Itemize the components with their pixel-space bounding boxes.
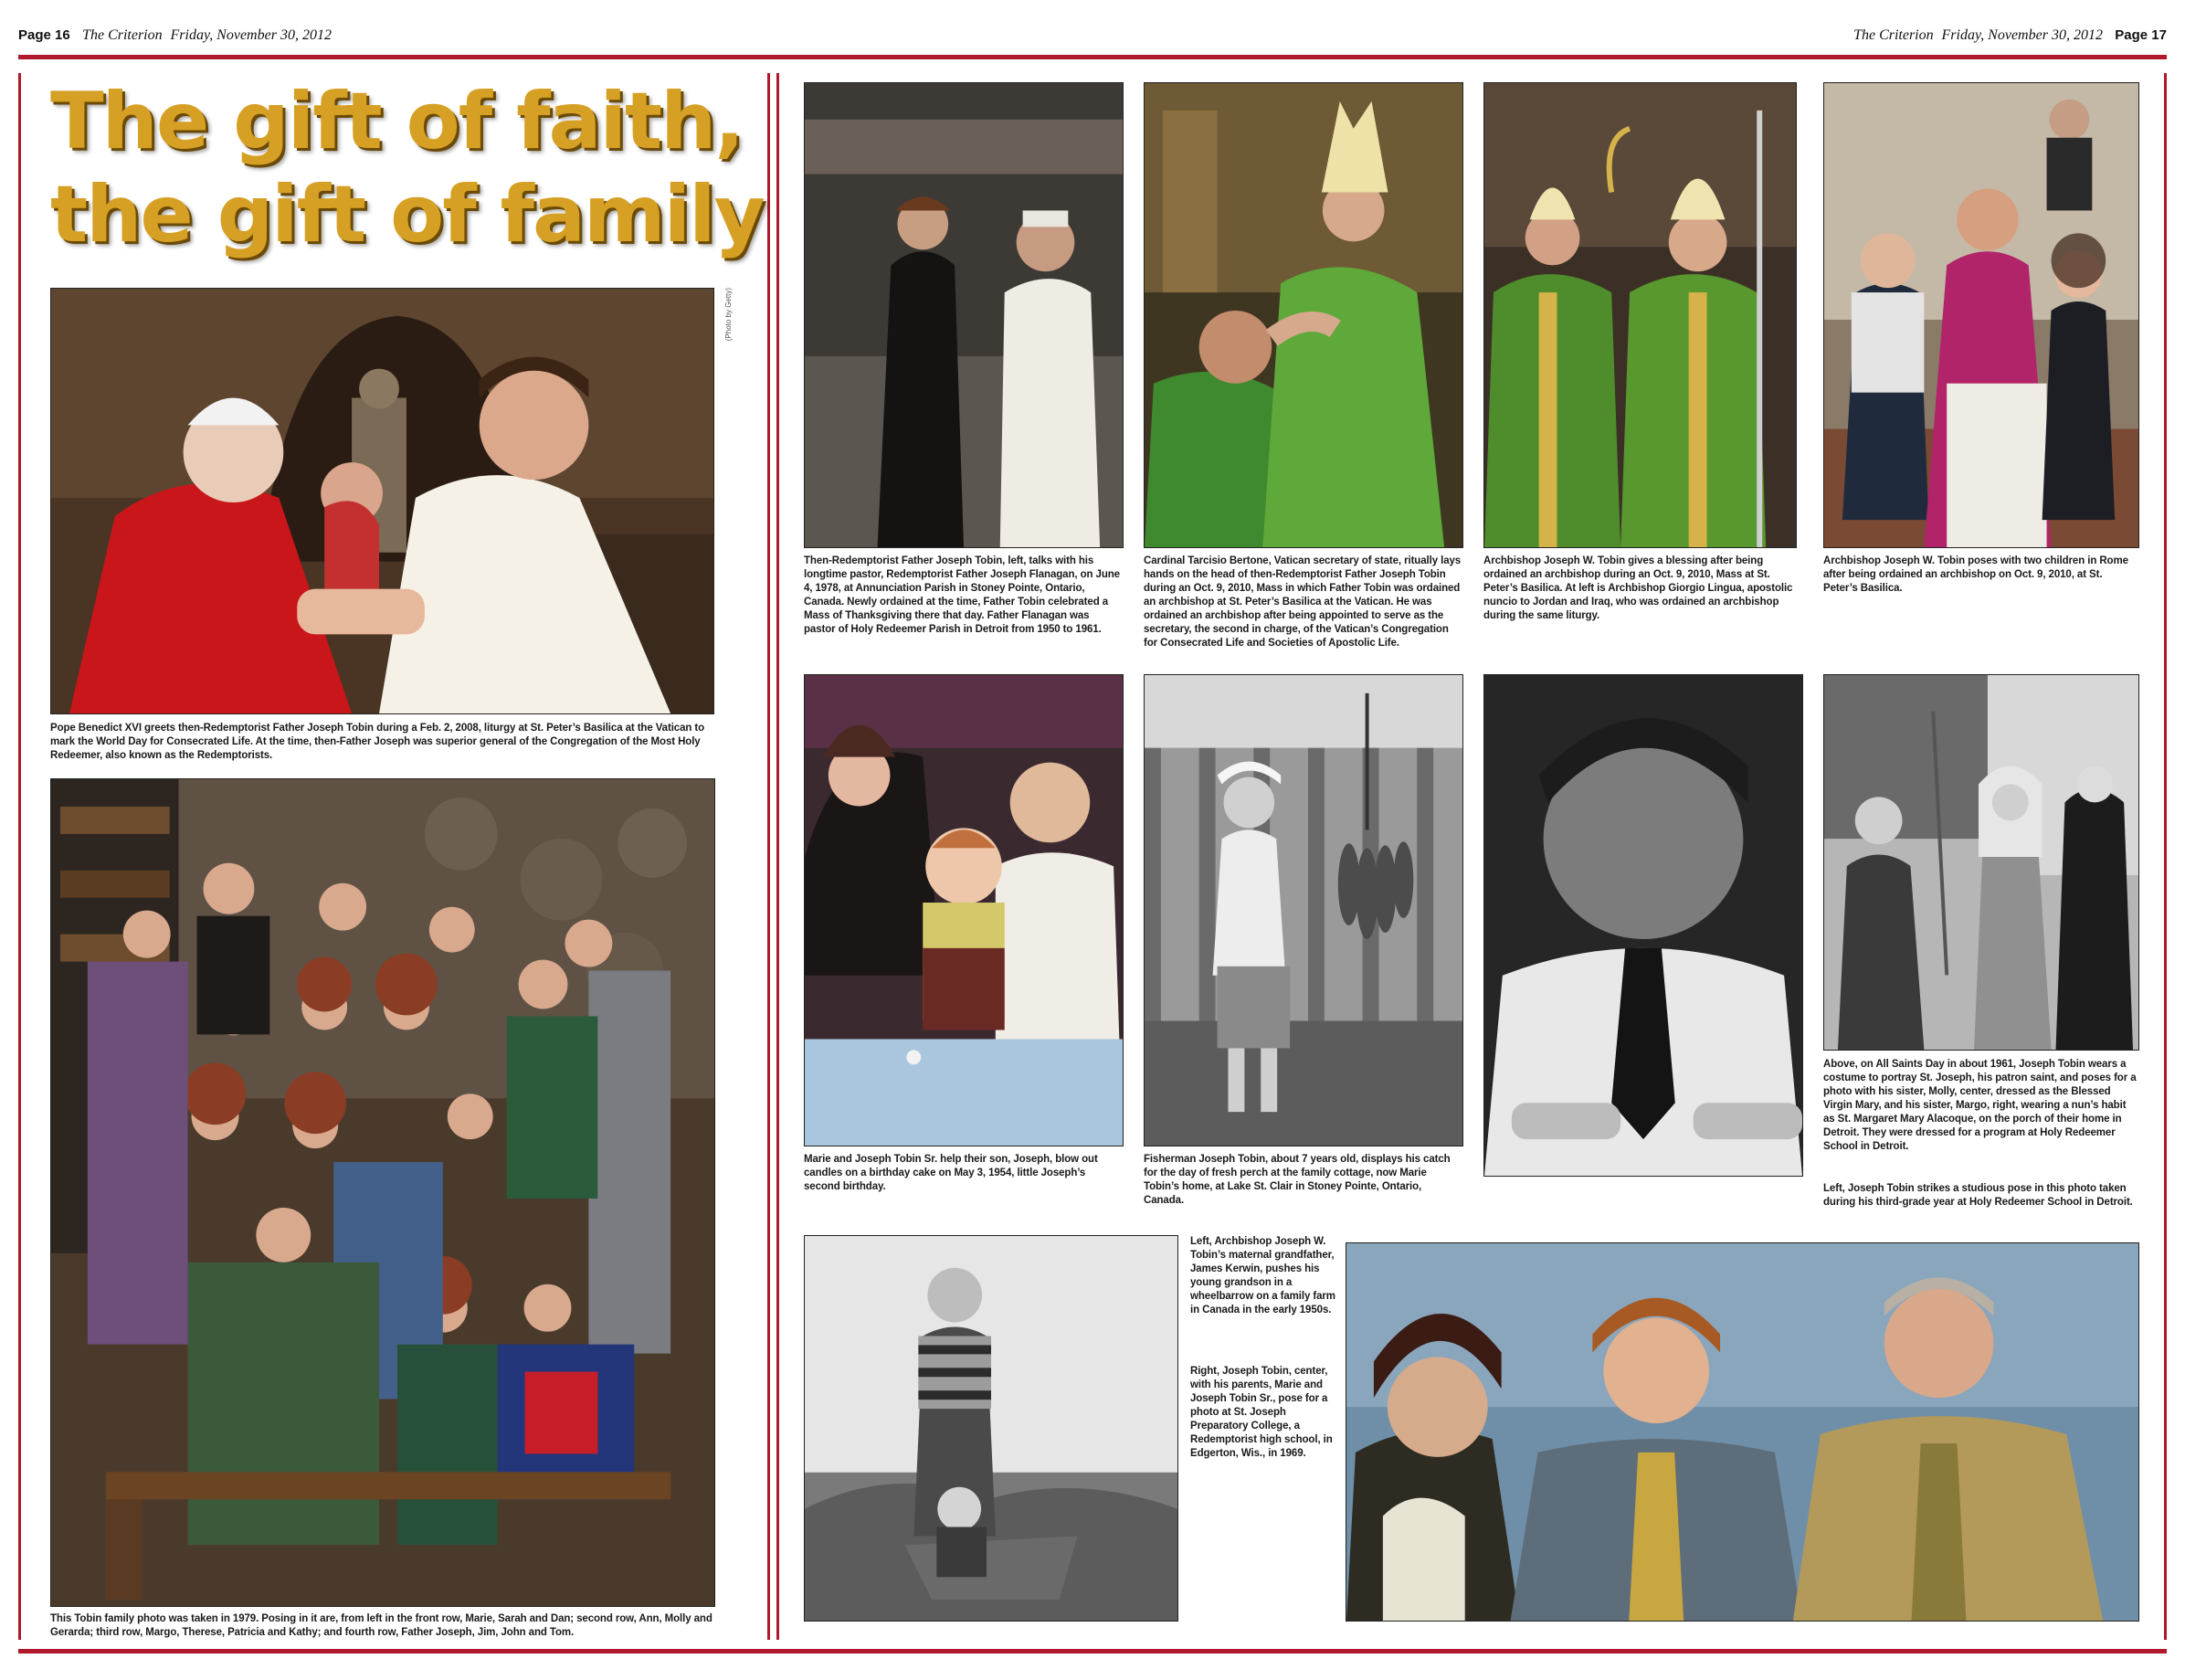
caption-birthday: Marie and Joseph Tobin Sr. help their son, Joseph, blow out candles on a birthday cake on May 3, 1954, little Joseph’s second birthday. [804, 1154, 1098, 1192]
photo-blessing [1483, 82, 1797, 548]
photo-studious [1483, 674, 1803, 1177]
right-page-number: Page 17 [2115, 27, 2167, 43]
left-date: Friday, November 30, 2012 [170, 27, 332, 43]
photo-credit: (Photo by Getty) [724, 288, 733, 342]
photo-father-flanagan [804, 82, 1124, 548]
photo-archbishop-children [1823, 82, 2139, 548]
caption-all-saints: Above, on All Saints Day in about 1961, Joseph Tobin wears a costume to portray St. Joseph, his patron saint, and poses for a photo with his sister, Molly, center, dressed as the Blessed Virgin Mary, and his sister, Margo, right, wearing a nun’s habit as St. Margaret Mary Alacoque, on the porch of their home in Detroit. They were dressed for a program at Holy Redeemer School in Detroit. [1823, 1059, 2137, 1152]
caption-pope: Pope Benedict XVI greets then-Redemptorist Father Joseph Tobin during a Feb. 2, 2008, liturgy at St. Peter’s Basilica at the Vatican to mark the World Day for Consecrated Life. At the time, then-Father Joseph was superior general of the Congregation of the Most Holy Redeemer, also known as the Redemptorists. [50, 723, 705, 761]
right-date: Friday, November 30, 2012 [1941, 27, 2103, 43]
center-rule-left [767, 73, 770, 1640]
left-page-number: Page 16 [18, 27, 70, 43]
photo-all-saints [1823, 674, 2139, 1051]
left-edge-rule [18, 73, 21, 1640]
center-rule-right [776, 73, 779, 1640]
headline-line-1: The gift of faith, [50, 76, 744, 167]
top-rule [18, 55, 2167, 59]
photo-wheelbarrow [804, 1235, 1178, 1622]
photo-tobin-parents-1969 [1346, 1242, 2139, 1622]
caption-fisherman: Fisherman Joseph Tobin, about 7 years old, displays his catch for the day of fresh perch at the family cottage, now Marie Tobin’s home, at Lake St. Clair in Stoney Pointe, Ontario, Canada. [1144, 1154, 1451, 1206]
photo-pope-greeting [50, 288, 714, 714]
right-paper-name: The Criterion [1853, 27, 1934, 43]
caption-studious: Left, Joseph Tobin strikes a studious pose in this photo taken during his third-grade year at Holy Redeemer School in Detroit. [1823, 1183, 2133, 1208]
right-edge-rule [2164, 73, 2167, 1640]
headline-line-2: the gift of family [50, 169, 764, 260]
caption-blessing: Archbishop Joseph W. Tobin gives a blessing after being ordained an archbishop during an Oct. 9, 2010, Mass at St. Peter’s Basilica. At left is Archbishop Giorgio Lingua, apostolic nuncio to Jordan and Iraq, who was ordained an archbishop during the same liturgy. [1483, 555, 1793, 621]
caption-pastor: Then-Redemptorist Father Joseph Tobin, left, talks with his longtime pastor, Redemptorist Father Joseph Flanagan, on June 4, 1978, at Annunciation Parish in Stoney Pointe, Ontario, Canada. Newly ordained at the time, Father Tobin celebrated a Mass of Thanksgiving there that day. Father Flanagan was pastor of Holy Redeemer Parish in Detroit from 1950 to 1961. [804, 555, 1120, 635]
photo-tobin-family-1979 [50, 778, 715, 1607]
caption-parents: Right, Joseph Tobin, center, with his parents, Marie and Joseph Tobin Sr., pose for a photo at St. Joseph Preparatory College, a Redemptorist high school, in Edgerton, Wis., in 1969. [1190, 1366, 1333, 1459]
caption-bertone: Cardinal Tarcisio Bertone, Vatican secretary of state, ritually lays hands on the head of then-Redemptorist Father Joseph Tobin during an Oct. 9, 2010, Mass in which Father Tobin was ordained an archbishop at St. Peter’s Basilica at the Vatican. He was ordained an archbishop after being appointed to serve as the secretary, the second in charge, of the Vatican’s Congregation for Consecrated Life and Societies of Apostolic Life. [1144, 555, 1462, 649]
left-paper-name: The Criterion [82, 27, 163, 43]
caption-wheelbarrow: Left, Archbishop Joseph W. Tobin’s maternal grandfather, James Kerwin, pushes his young grandson in a wheelbarrow on a family farm in Canada in the early 1950s. [1190, 1236, 1335, 1315]
photo-birthday [804, 674, 1124, 1146]
left-folio [18, 27, 332, 44]
photo-cardinal-bertone [1144, 82, 1463, 548]
bottom-rule [18, 1649, 2167, 1654]
right-folio [1853, 27, 2167, 44]
caption-children: Archbishop Joseph W. Tobin poses with two children in Rome after being ordained an archbishop on Oct. 9, 2010, at St. Peter’s Basilica. [1823, 555, 2128, 594]
caption-family: This Tobin family photo was taken in 1979. Posing in it are, from left in the front row, Marie, Sarah and Dan; second row, Ann, Molly and Gerarda; third row, Margo, Therese, Patricia and Kathy; and fourth row, Father Joseph, Jim, John and Tom. [50, 1613, 712, 1638]
headline [50, 75, 764, 261]
photo-fisherman [1144, 674, 1463, 1146]
